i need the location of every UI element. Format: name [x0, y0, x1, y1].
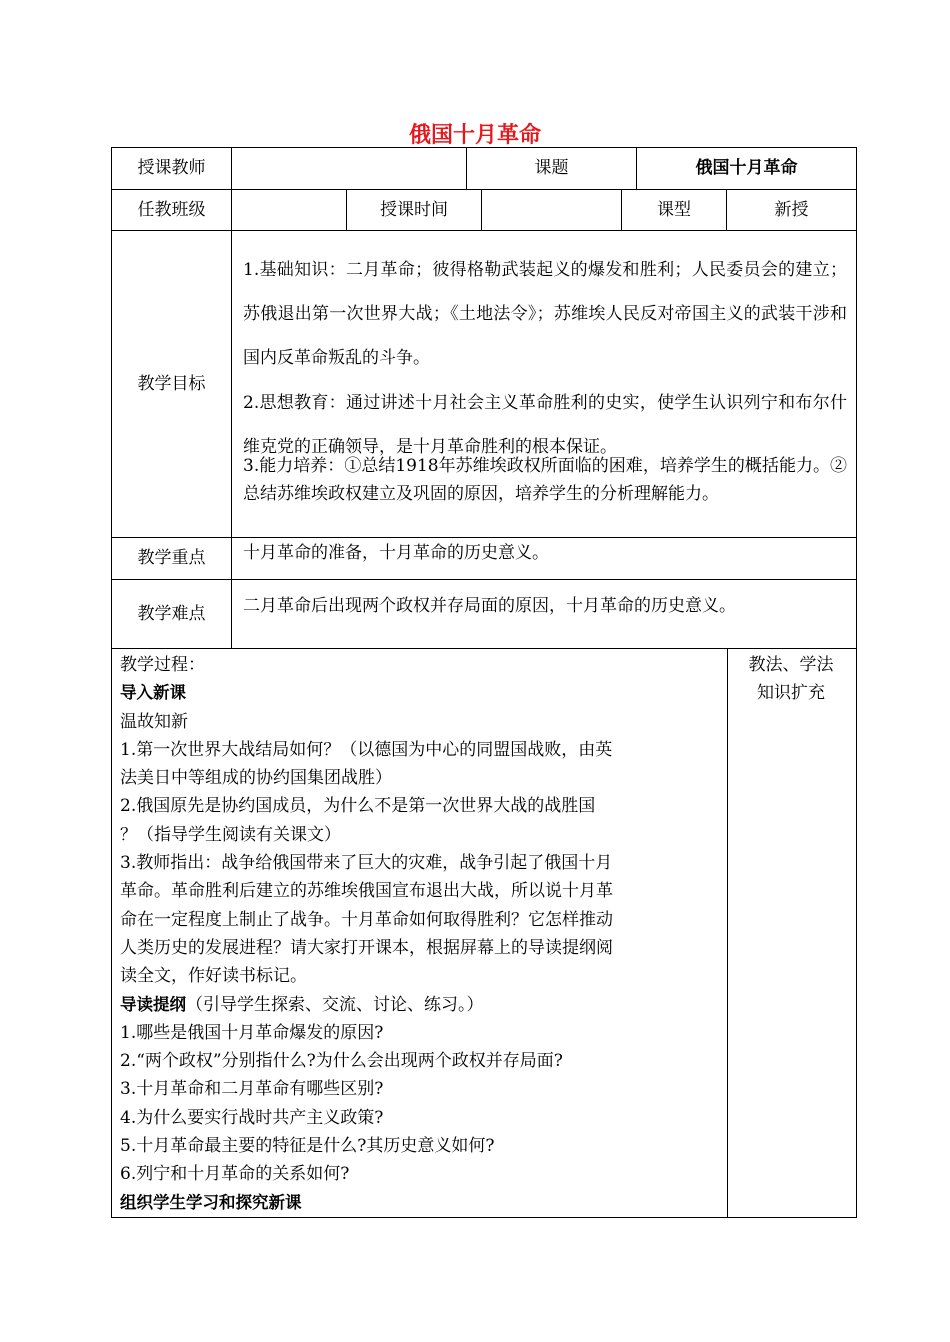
process-line-8: 革命。革命胜利后建立的苏维埃俄国宣布退出大战，所以说十月革: [120, 881, 613, 902]
teacher-value-cell: [231, 147, 467, 190]
process-heading-outline: 导读提纲: [120, 994, 186, 1014]
time-label-cell: [346, 189, 482, 231]
process-line-10: 人类历史的发展进程？请大家打开课本，根据屏幕上的导读提纲阅: [120, 937, 613, 958]
time-value-cell: [481, 189, 622, 231]
process-line-12: [120, 991, 720, 1019]
objectives-label: 教学目标: [137, 373, 206, 394]
topic-label: 课题: [534, 158, 569, 178]
process-line-18: 6.列宁和十月革命的关系如何?: [120, 1164, 350, 1185]
process-line-9: 命在一定程度上制止了战争。十月革命如何取得胜利？它怎样推动: [120, 909, 613, 930]
process-line-16: 4.为什么要实行战时共产主义政策?: [120, 1107, 384, 1128]
process-line-7: 3.教师指出：战争给俄国带来了巨大的灾难，战争引起了俄国十月: [120, 853, 613, 874]
topic-value: 俄国十月革命: [695, 158, 798, 178]
process-line-15: 3.十月革命和二月革命有哪些区别?: [120, 1079, 384, 1100]
process-outline-note: （引导学生探索、交流、讨论、练习。）: [186, 994, 484, 1015]
teacher-label-cell: [111, 147, 232, 190]
difficult-points-label: 教学难点: [137, 603, 206, 624]
objective-ideological-education: 2.思想教育：通过讲述十月社会主义革命胜利的史实，使学生认识列宁和布尔什维克党的正确领导，是十月革命胜利的根本保证。: [243, 393, 847, 457]
class-label-cell: [111, 189, 232, 231]
class-label: 任教班级: [137, 199, 206, 220]
methods-column-header: [736, 651, 846, 707]
document-title: 俄国十月革命: [408, 123, 541, 148]
class-value-cell: [231, 189, 347, 231]
process-line-13: 1.哪些是俄国十月革命爆发的原因?: [120, 1022, 384, 1043]
process-line-6: ？（指导学生阅读有关课文）: [120, 824, 341, 845]
methods-label: 教法、学法: [748, 655, 834, 675]
objective-basic-knowledge: 1.基础知识：二月革命；彼得格勒武装起义的爆发和胜利；人民委员会的建立；苏俄退出第一次世界大战；《土地法令》；苏维埃人民反对帝国主义的武装干涉和国内反革命叛乱的斗争。: [243, 260, 847, 368]
teaching-process: [120, 651, 720, 1217]
type-value-cell: [726, 189, 857, 231]
objectives-label-cell: [111, 230, 232, 538]
key-points-text: 十月革命的准备，十月革命的历史意义。: [243, 543, 549, 563]
knowledge-expansion-label: 知识扩充: [757, 683, 825, 703]
process-line-14: 2.“两个政权”分别指什么?为什么会出现两个政权并存局面?: [120, 1051, 563, 1072]
key-points-label-cell: [111, 537, 232, 580]
type-label-cell: [621, 189, 727, 231]
process-line-17: 5.十月革命最主要的特征是什么?其历史意义如何?: [120, 1136, 495, 1157]
process-line-4: 法美日中等组成的协约国集团战胜）: [120, 768, 392, 789]
process-line-11: 读全文，作好读书标记。: [120, 966, 307, 987]
difficult-points-text: 二月革命后出现两个政权并存局面的原因，十月革命的历史意义。: [243, 596, 736, 616]
topic-value-cell: [636, 147, 857, 190]
teacher-label: 授课教师: [137, 158, 206, 178]
type-label: 课型: [657, 199, 691, 220]
topic-label-cell: [466, 147, 637, 190]
process-line-2: 温故知新: [120, 711, 188, 732]
process-heading-explore: 组织学生学习和探究新课: [120, 1192, 302, 1212]
process-side-cell: [727, 648, 857, 1218]
type-value: 新授: [774, 199, 809, 220]
process-line-5: 2.俄国原先是协约国成员，为什么不是第一次世界大战的战胜国: [120, 796, 596, 817]
objective-ability-training: 3.能力培养：①总结1918年苏维埃政权所面临的困难，培养学生的概括能力。②总结苏维埃政权建立及巩固的原因，培养学生的分析理解能力。: [243, 456, 847, 504]
difficult-points-label-cell: [111, 579, 232, 649]
process-line-0: 教学过程：: [120, 655, 205, 675]
process-heading-intro: 导入新课: [120, 683, 186, 703]
key-points-label: 教学重点: [137, 548, 206, 568]
process-line-3: 1.第一次世界大战结局如何？（以德国为中心的同盟国战败，由英: [120, 739, 613, 760]
time-label: 授课时间: [380, 199, 448, 220]
